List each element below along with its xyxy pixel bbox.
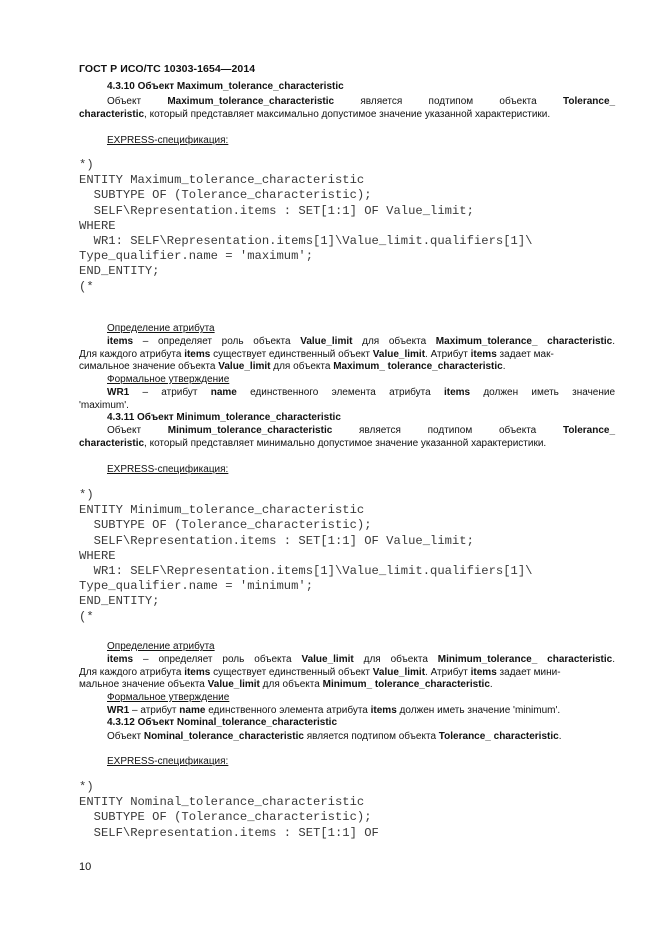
express-spec-label: EXPRESS-спецификация: <box>107 135 229 146</box>
formal-statement-line-2: 'maximum'. <box>79 400 129 411</box>
section-heading-4-3-12: 4.3.12 Объект Nominal_tolerance_characteristic <box>107 717 338 728</box>
attr-name: items <box>370 705 397 716</box>
express-spec-label: EXPRESS-спецификация: <box>107 464 229 475</box>
section-intro-line-1 <box>107 96 615 108</box>
attr-name: items <box>443 387 471 398</box>
supertype-name-cont: characteristic <box>79 438 145 449</box>
text: для объекта <box>270 361 334 372</box>
intro-word: подтипом <box>428 96 474 107</box>
express-code-block: *) ENTITY Nominal_tolerance_characteristic SUBTYPE OF (Tolerance_characteristic); SELF\Representation.items : SET[1:1] OF <box>79 780 379 840</box>
supertype-name: Tolerance_ characteristic <box>438 731 559 742</box>
text: . <box>612 336 615 347</box>
text: существует единственный объект <box>210 667 373 678</box>
text: иметь <box>531 387 559 398</box>
intro-rest: , который представляет максимально допустимое значение указанной характеристики. <box>144 109 551 120</box>
supertype-name-cont: characteristic <box>79 109 145 120</box>
entity-ref: Minimum_tolerance_ characteristic <box>437 654 613 665</box>
text: – определяет роль объекта <box>133 654 302 665</box>
express-code-block: *) ENTITY Maximum_tolerance_characteristic SUBTYPE OF (Tolerance_characteristic); SELF\Representation.items : SET[1:1] OF Value_limit; WHERE WR1: SELF\Representation.items[1]\Value_limit.qualifiers[1]\ Type_qualifier.name = 'maximum'; END_ENTITY; (* <box>79 158 533 294</box>
entity-name: Minimum_tolerance_characteristic <box>167 425 333 436</box>
text: для объекта <box>352 336 436 347</box>
page-number: 10 <box>79 861 92 873</box>
rule-name: WR1 <box>107 705 130 716</box>
attribute-definition-line-1 <box>107 336 615 348</box>
text: . <box>489 679 493 690</box>
text: единственного <box>250 387 319 398</box>
text: существует единственный объект <box>210 349 373 360</box>
attribute-definition-line-2 <box>79 349 615 361</box>
formal-statement-line-1 <box>107 705 615 717</box>
text: . <box>558 731 562 742</box>
express-spec-label: EXPRESS-спецификация: <box>107 756 229 767</box>
intro-word: Объект <box>107 96 142 107</box>
attr-name: items <box>184 667 211 678</box>
attr-name: items <box>470 349 497 360</box>
text: . Атрибут <box>425 349 471 360</box>
text: должен <box>483 387 519 398</box>
attr-name: name <box>210 387 237 398</box>
supertype-name: Tolerance_ <box>563 96 616 107</box>
supertype-name: Tolerance_ <box>562 425 616 436</box>
text: единственного элемента атрибута <box>205 705 371 716</box>
section-intro-line-1 <box>107 731 615 743</box>
text: – определяет роль объекта <box>133 336 301 347</box>
text: элемента <box>331 387 376 398</box>
attribute-definition-line-3 <box>79 361 615 373</box>
entity-ref: Value_limit <box>300 336 353 347</box>
intro-word: является <box>360 96 403 107</box>
attribute-definition-label: Определение атрибута <box>107 641 215 652</box>
section-intro-line-2 <box>79 109 615 121</box>
intro-word: Объект <box>107 425 142 436</box>
entity-ref: Value_limit <box>372 667 426 678</box>
attribute-definition-line-3 <box>79 679 615 691</box>
intro-word: объекта <box>498 425 537 436</box>
attribute-definition-line-2 <box>79 667 615 679</box>
text: Объект <box>107 731 144 742</box>
text: Для каждого атрибута <box>79 667 185 678</box>
text: для объекта <box>259 679 323 690</box>
intro-word: подтипом <box>427 425 473 436</box>
text: атрибут <box>161 387 198 398</box>
entity-ref: Value_limit <box>372 349 426 360</box>
entity-ref: Maximum_ tolerance_characteristic <box>333 361 503 372</box>
intro-word: является <box>359 425 401 436</box>
attribute-definition-label: Определение атрибута <box>107 323 215 334</box>
text: . <box>502 361 506 372</box>
text: значение <box>572 387 616 398</box>
entity-ref: Value_limit <box>301 654 354 665</box>
text: Для каждого атрибута <box>79 349 185 360</box>
document-header: ГОСТ Р ИСО/ТС 10303-1654—2014 <box>79 63 256 75</box>
entity-ref: Maximum_tolerance_ characteristic <box>435 336 613 347</box>
intro-rest: , который представляет минимально допустимое значение указанной характеристики. <box>144 438 547 449</box>
entity-ref: Minimum_ tolerance_characteristic <box>322 679 490 690</box>
attr-name: items <box>470 667 497 678</box>
formal-statement-label: Формальное утверждение <box>107 374 230 385</box>
text: симальное значение объекта <box>79 361 219 372</box>
section-heading-4-3-11: 4.3.11 Объект Minimum_tolerance_characteristic <box>107 412 341 423</box>
section-intro-line-2 <box>79 438 615 450</box>
section-heading-4-3-10: 4.3.10 Объект Maximum_tolerance_characteristic <box>107 81 344 92</box>
text: атрибута <box>389 387 431 398</box>
text: . Атрибут <box>425 667 471 678</box>
formal-statement-label: Формальное утверждение <box>107 692 230 703</box>
intro-word: объекта <box>499 96 537 107</box>
attr-name: items <box>184 349 211 360</box>
text: задает мак- <box>496 349 554 360</box>
text: – атрибут <box>129 705 180 716</box>
text: должен иметь значение 'minimum'. <box>396 705 561 716</box>
formal-statement-line-1 <box>107 387 615 399</box>
attr-name: items <box>107 336 134 347</box>
attribute-definition-line-1 <box>107 654 615 666</box>
rule-name: WR1 <box>107 387 130 398</box>
text: мальное значение объекта <box>79 679 208 690</box>
text: для объекта <box>353 654 438 665</box>
text: является подтипом объекта <box>303 731 439 742</box>
entity-ref: Value_limit <box>218 361 271 372</box>
attr-name: items <box>107 654 134 665</box>
entity-name: Maximum_tolerance_characteristic <box>167 96 335 107</box>
entity-ref: Value_limit <box>207 679 260 690</box>
entity-name: Nominal_tolerance_characteristic <box>143 731 304 742</box>
attr-name: name <box>179 705 206 716</box>
text: задает мини- <box>496 667 561 678</box>
express-code-block: *) ENTITY Minimum_tolerance_characteristic SUBTYPE OF (Tolerance_characteristic); SELF\Representation.items : SET[1:1] OF Value_limit; WHERE WR1: SELF\Representation.items[1]\Value_limit.qualifiers[1]\ Type_qualifier.name = 'minimum'; END_ENTITY; (* <box>79 488 533 624</box>
text: . <box>612 654 615 665</box>
section-intro-line-1 <box>107 425 615 437</box>
text: – <box>142 387 149 398</box>
